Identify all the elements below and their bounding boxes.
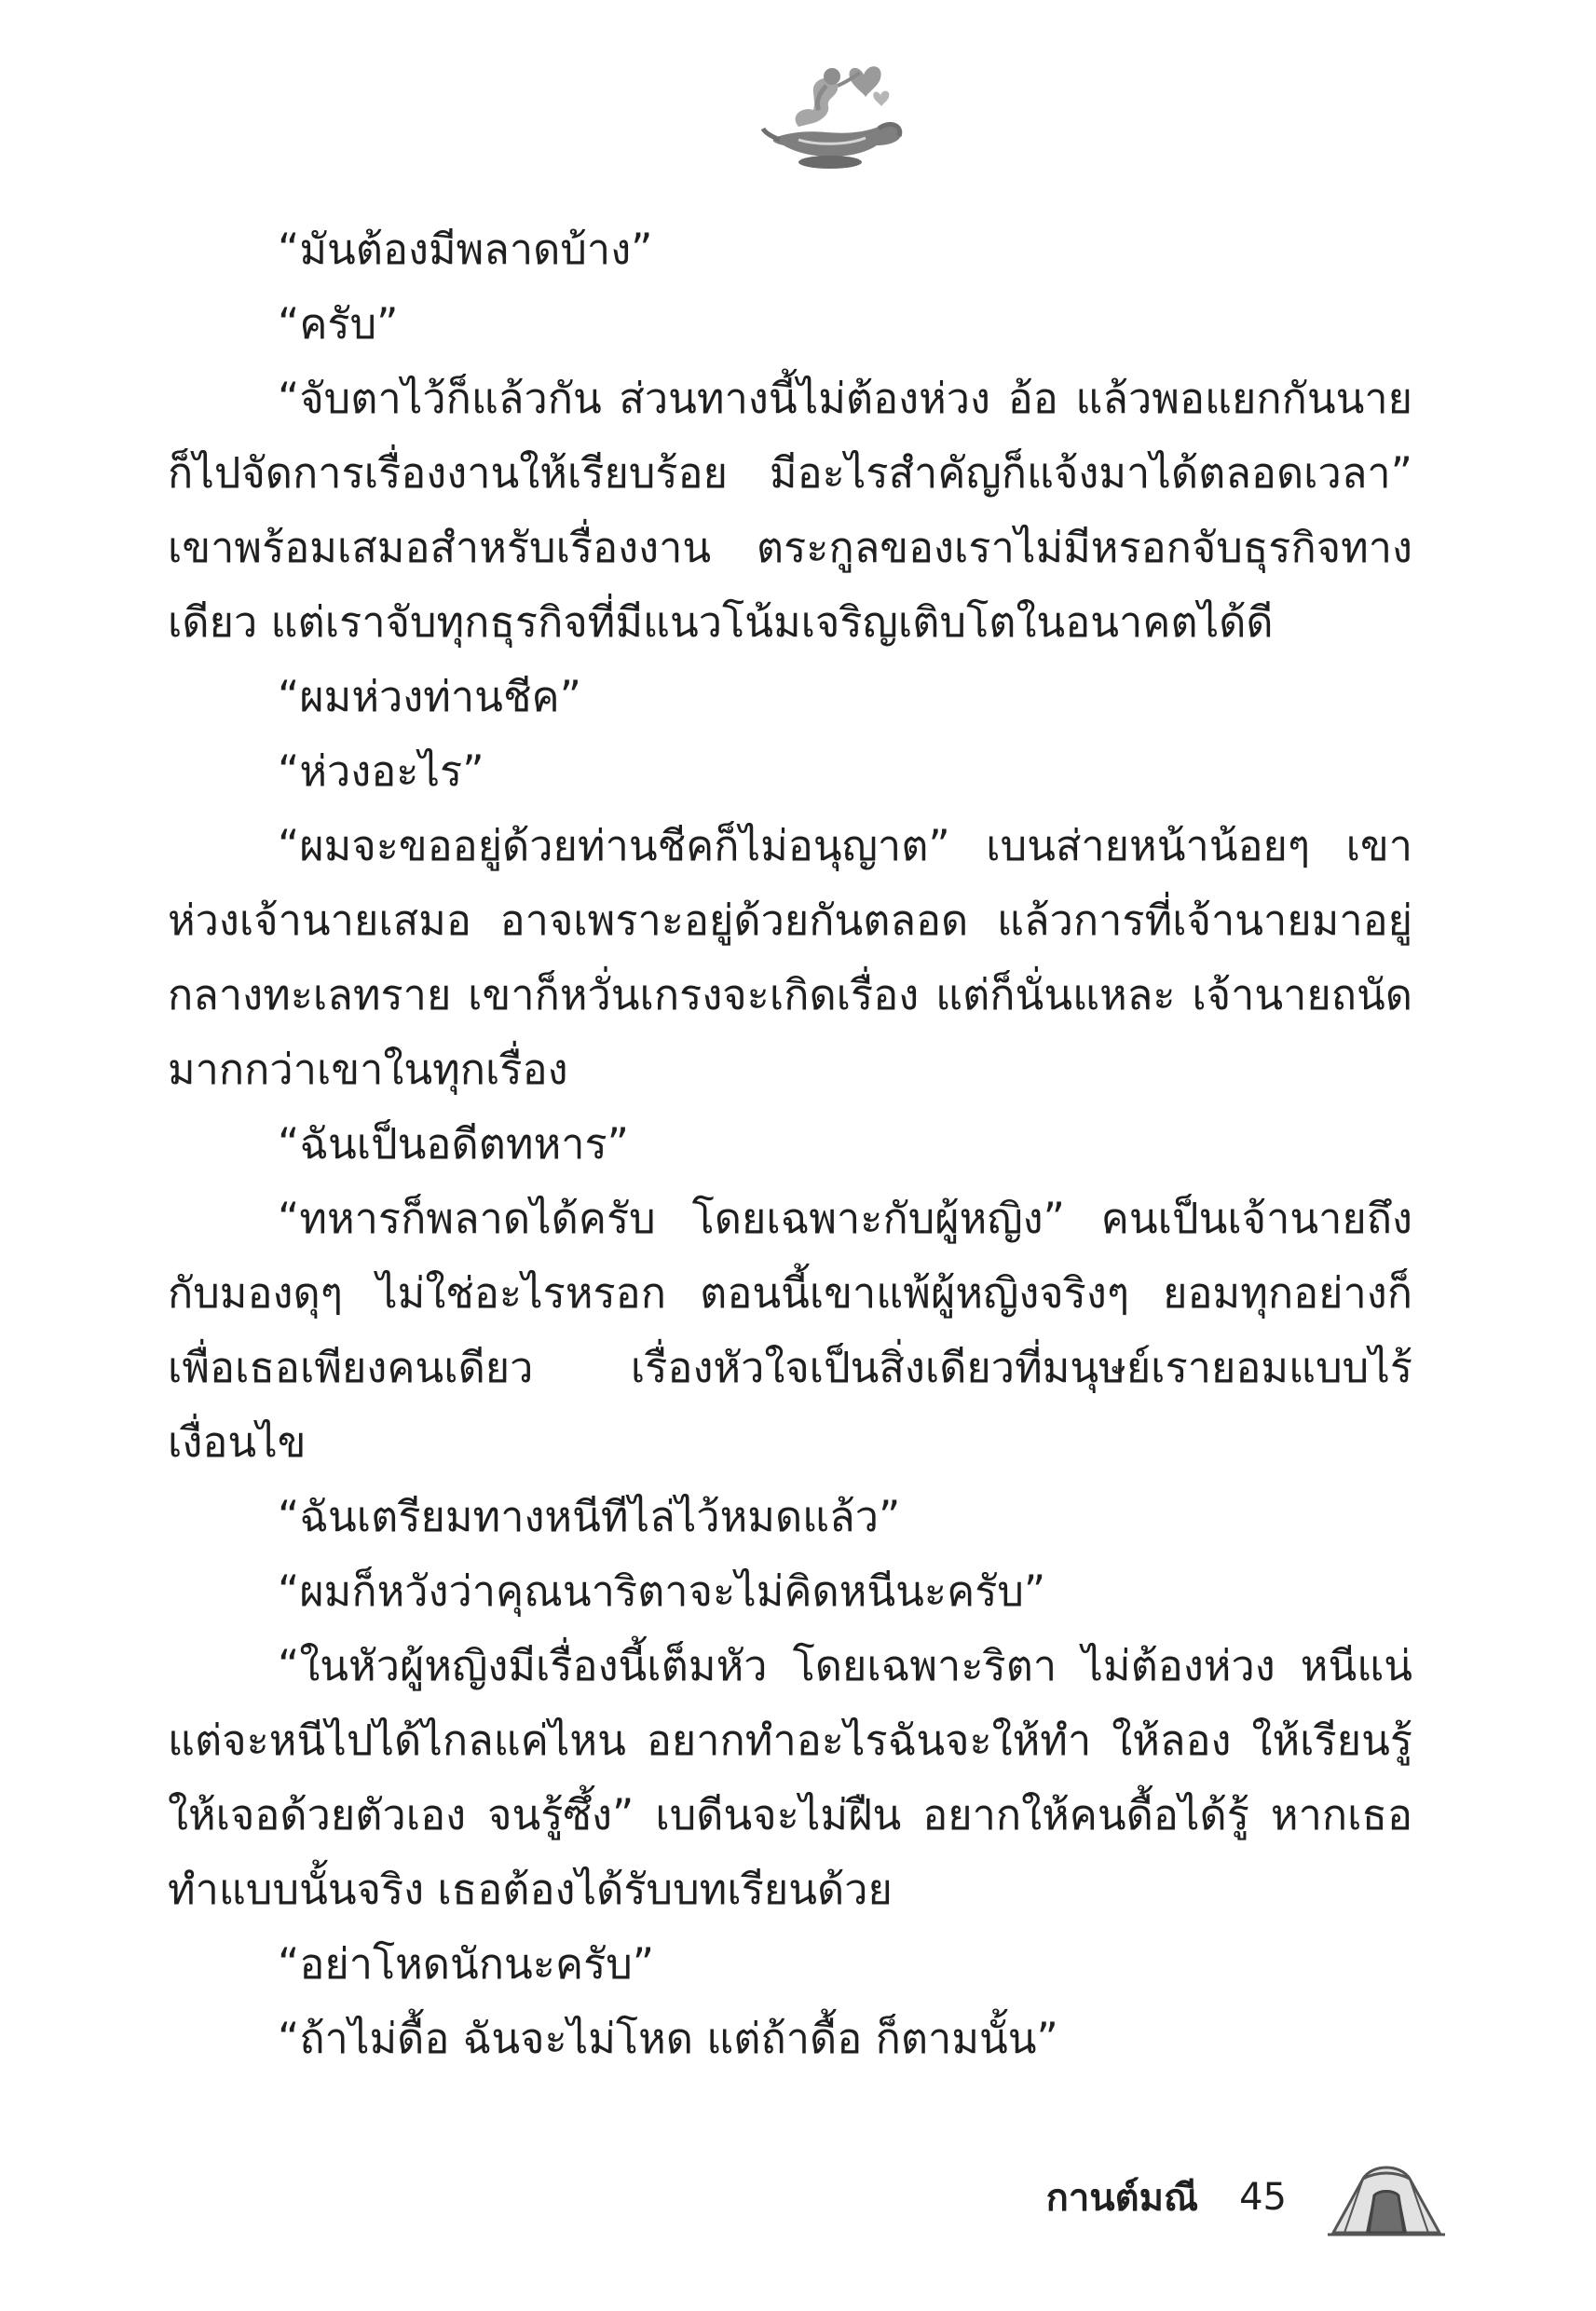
paragraph: “ครับ” [278,299,399,349]
book-title: กานต์มณี [1045,2177,1199,2220]
paragraph: “ถ้าไม่ดื้อ ฉันจะไม่โหด แต่ถ้าดื้อ ก็ตามนั้น” [278,2014,1058,2063]
paragraph: “ทหารก็พลาดได้ครับ โดยเฉพาะกับผู้หญิง” คนเป็นเจ้านายถึงกับมองดุๆ ไม่ใช่อะไรหรอก ตอนนี้เขาแพ้ผู้หญิงจริงๆ ยอมทุกอย่างก็เพื่อเธอเพียงคนเดียว เรื่องหัวใจเป็นสิ่งเดียวที่มนุษย์เรายอมแบบไร้เงื่อนไข [168,1194,1412,1467]
page-footer [1046,2141,1447,2253]
tent-icon [1326,2151,1447,2244]
paragraph: “ผมจะขออยู่ด้วยท่านชีคก็ไม่อนุญาต” เบนส่ายหน้าน้อยๆ เขาห่วงเจ้านายเสมอ อาจเพราะอยู่ด้วยกันตลอด แล้วการที่เจ้านายมาอยู่กลางทะเลทราย เขาก็หวั่นเกรงจะเกิดเรื่อง แต่ก็นั่นแหละ เจ้านายถนัดมากกว่าเขาในทุกเรื่อง [168,821,1412,1094]
paragraph: “อย่าโหดนักนะครับ” [278,1939,655,1989]
paragraph: “ฉันเป็นอดีตทหาร” [278,1119,629,1169]
paragraph: “ในหัวผู้หญิงมีเรื่องนี้เต็มหัว โดยเฉพาะริตา ไม่ต้องห่วง หนีแน่แต่จะหนีไปได้ไกลแค่ไหน อยากทำอะไรฉันจะให้ทำ ให้ลอง ให้เรียนรู้ให้เจอด้วยตัวเอง จนรู้ซึ้ง” เบดีนจะไม่ฝืน อยากให้คนดื้อได้รู้ หากเธอทำแบบนั้นจริง เธอต้องได้รับบทเรียนด้วย [168,1641,1412,1914]
paragraph: “จับตาไว้ก็แล้วกัน ส่วนทางนี้ไม่ต้องห่วง อ้อ แล้วพอแยกกันนายก็ไปจัดการเรื่องงานให้เรียบร้อย มีอะไรสำคัญก็แจ้งมาได้ตลอดเวลา” เขาพร้อมเสมอสำหรับเรื่องงาน ตระกูลของเราไม่มีหรอกจับธุรกิจทางเดียว แต่เราจับทุกธุรกิจที่มีแนวโน้มเจริญเติบโตในอนาคตได้ดี [168,374,1412,647]
page-number: 45 [1239,2176,1287,2219]
paragraph: “ห่วงอะไร” [278,746,484,796]
paragraph: “มันต้องมีพลาดบ้าง” [278,225,653,274]
paragraph: “ผมห่วงท่านชีค” [278,672,581,721]
paragraph: “ฉันเตรียมทางหนีทีไล่ไว้หมดแล้ว” [278,1492,901,1541]
genie-lamp-ornament-icon [761,48,910,171]
paragraph: “ผมก็หวังว่าคุณนาริตาจะไม่คิดหนีนะครับ” [278,1566,1046,1616]
story-text [168,212,1412,2076]
